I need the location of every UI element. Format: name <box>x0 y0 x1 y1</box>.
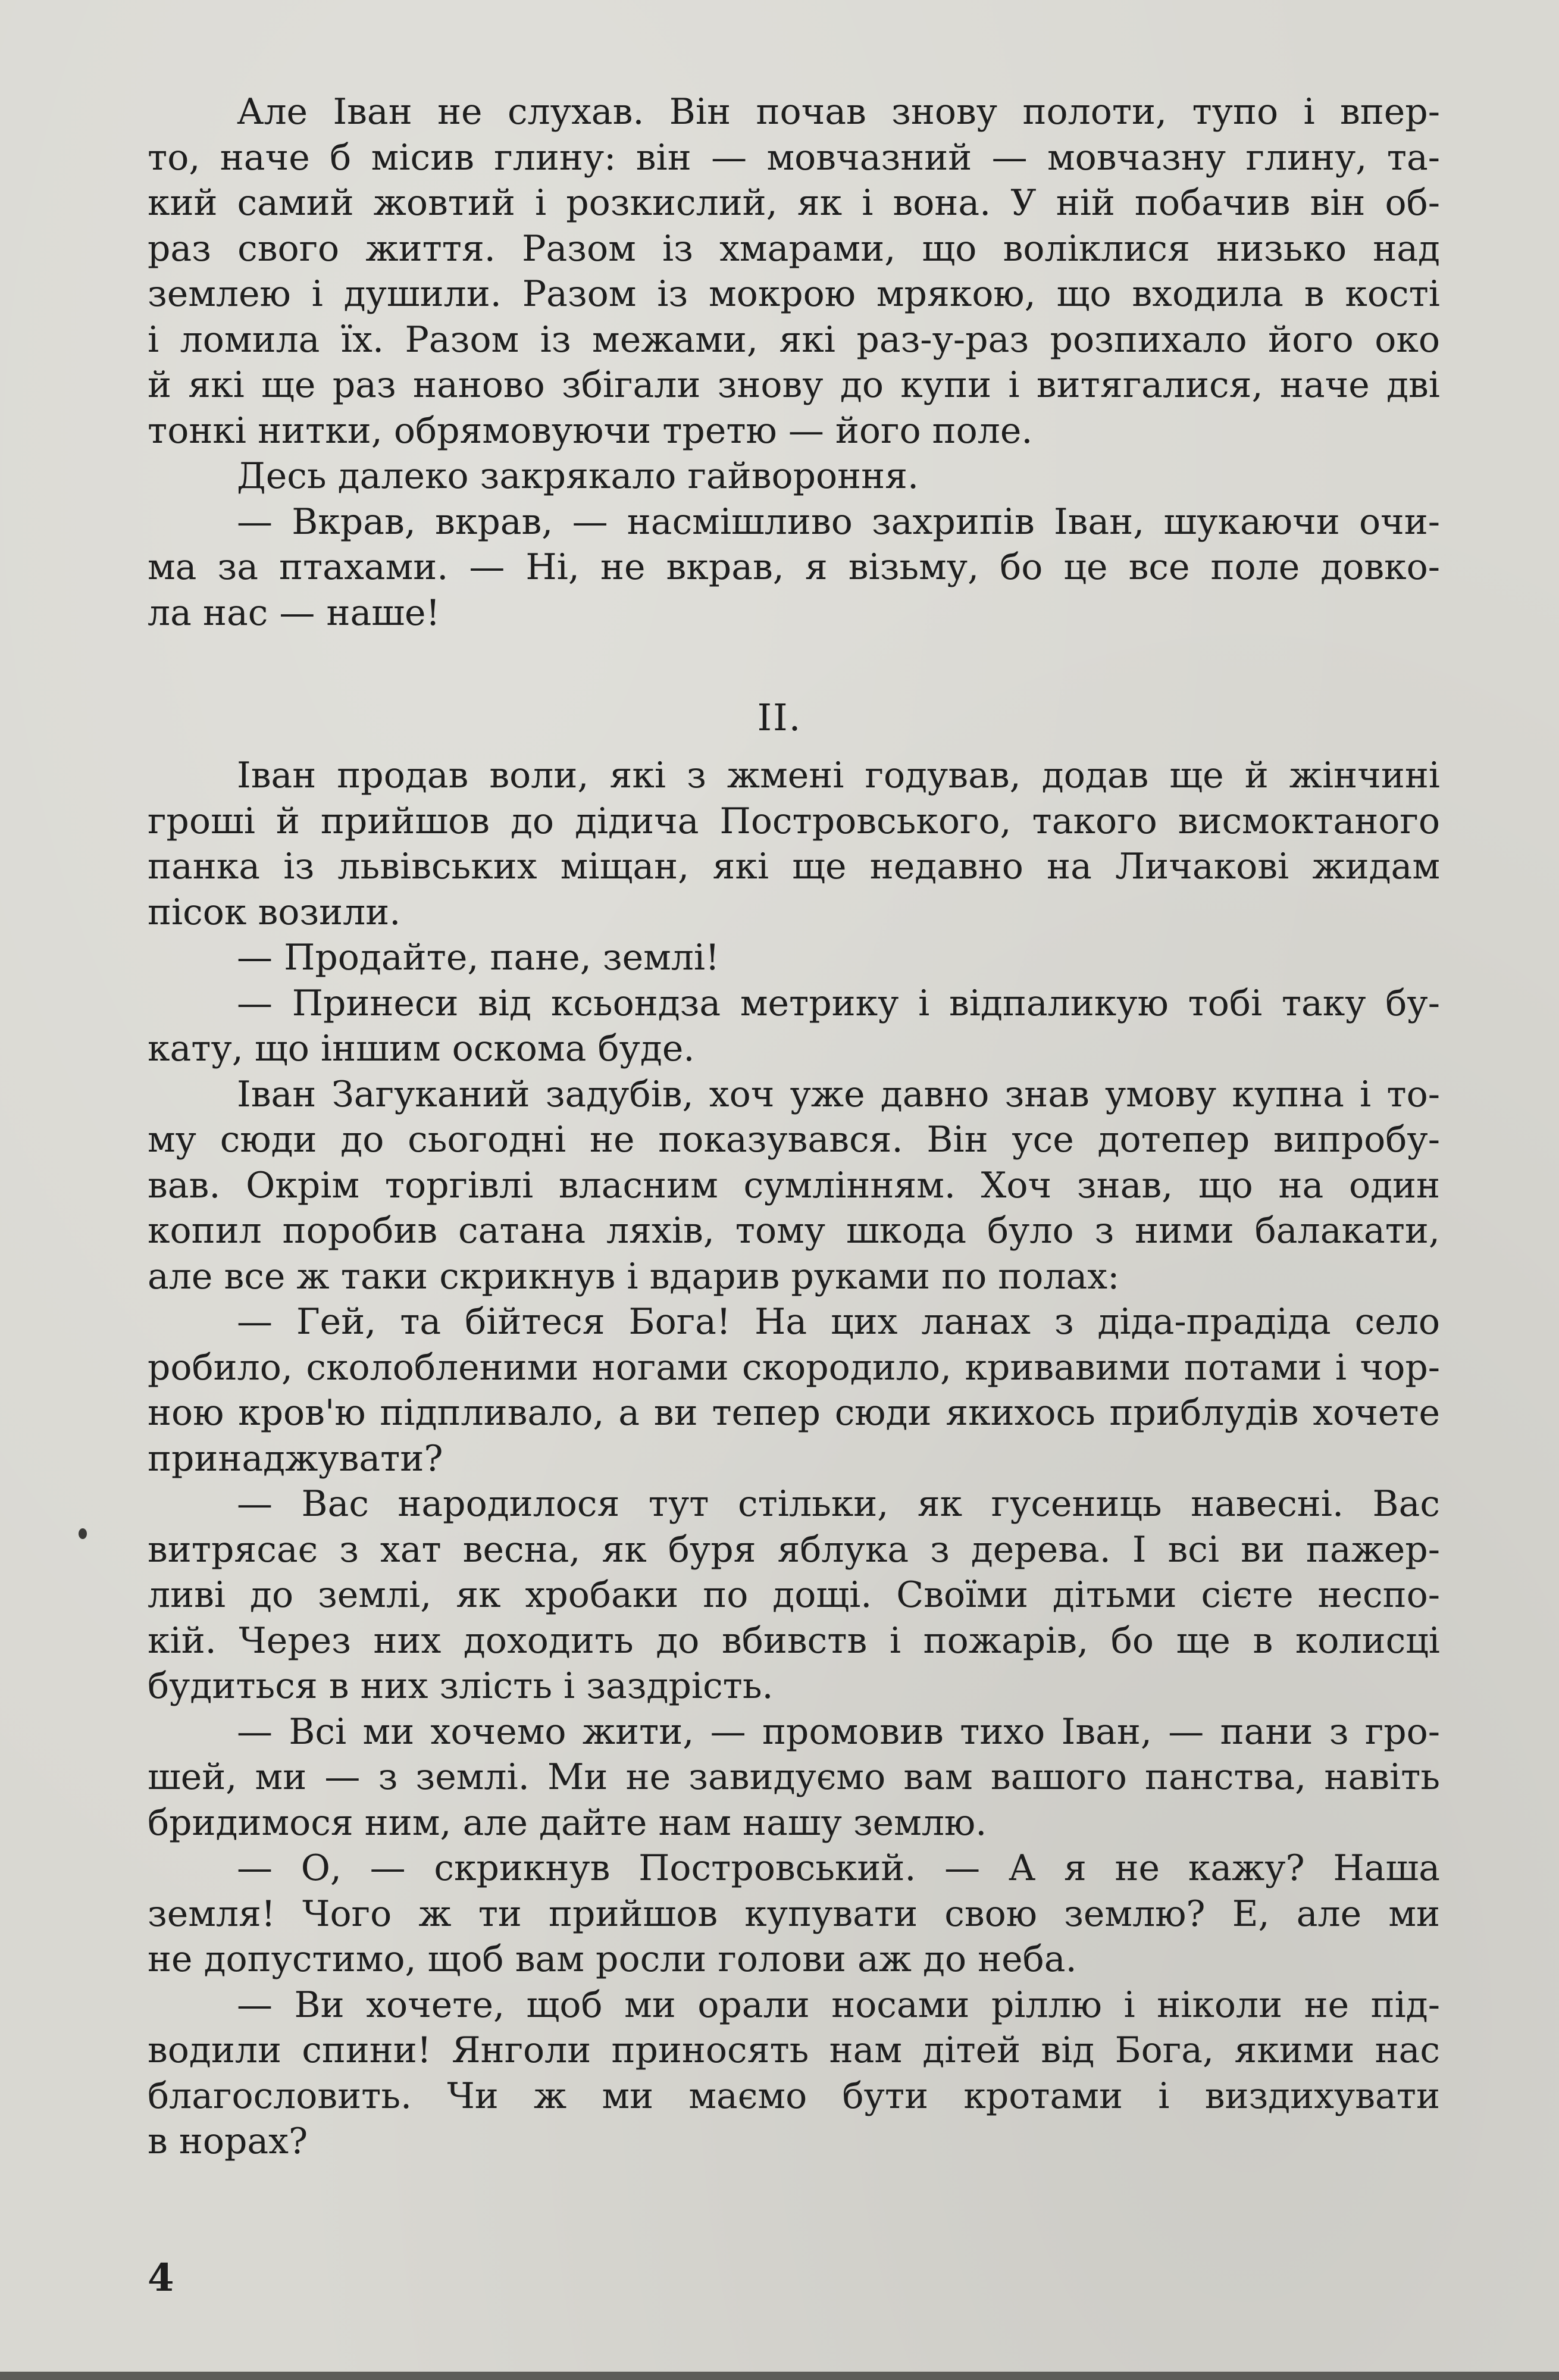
text-line: витрясає з хат весна, як буря яблука з дерева. І всі ви пажер- <box>148 1528 1440 1571</box>
text-line: Іван продав воли, які з жмені годував, додав ще й жінчині <box>237 755 1440 796</box>
section-heading: II. <box>757 696 802 739</box>
text-line: му сюди до сьогодні не показувався. Він усе дотепер випробу- <box>148 1119 1440 1161</box>
text-line: ною кров'ю підпливало, а ви тепер сюди якихось приблудів хочете <box>148 1392 1440 1434</box>
text-line: земля! Чого ж ти прийшов купувати свою землю? Е, але ми <box>148 1893 1440 1935</box>
text-line: й які ще раз наново збігали знову до купи і витягалися, наче дві <box>148 364 1440 406</box>
text-line: — Принеси від ксьондза метрику і відпаликую тобі таку бу- <box>237 982 1440 1024</box>
text-line: робило, сколобленими ногами скородило, кривавими потами і чор- <box>148 1346 1440 1388</box>
text-line: бридимося ним, але дайте нам нашу землю. <box>148 1802 987 1844</box>
text-line: — Вас народилося тут стільки, як гусениць навесні. Вас <box>237 1483 1440 1525</box>
text-line: раз свого життя. Разом із хмарами, що волiклися низько над <box>148 227 1440 270</box>
text-line: благословить. Чи ж ми маємо бути кротами і виздихувати <box>148 2075 1440 2117</box>
text-line: кий самий жовтий і розкислий, як і вона. У ній побачив він об- <box>148 182 1440 224</box>
text-line: тонкі нитки, обрямовуючи третю — його поле. <box>148 409 1033 452</box>
text-block-2 <box>148 753 1440 2165</box>
text-line: гроші й прийшов до дідича Постровського, такого висмоктаного <box>148 800 1440 842</box>
text-line: ма за птахами. — Ні, не вкрав, я візьму, бо це все поле довко- <box>148 546 1440 588</box>
text-line: — Гей, та бійтеся Бога! На цих ланах з діда-прадіда село <box>237 1301 1440 1343</box>
text-line: кату, що іншим оскома буде. <box>148 1028 695 1069</box>
text-block-1 <box>148 89 1440 636</box>
text-line: в норах? <box>148 2121 308 2162</box>
text-line: — О, — скрикнув Постровський. — А я не кажу? Наша <box>237 1847 1440 1889</box>
text-line: Іван Загуканий задубів, хоч уже давно знав умову купна і то- <box>237 1073 1440 1115</box>
text-line: панка із львівських міщан, які ще недавно на Личакові жидам <box>148 846 1440 887</box>
text-line: і ломила їх. Разом із межами, які раз-у-раз розпихало його око <box>148 318 1440 361</box>
text-line: кій. Через них доходить до вбивств і пожарів, бо ще в колисці <box>148 1619 1440 1662</box>
text-line: то, наче б місив глину: він — мовчазний — мовчазну глину, та- <box>148 136 1440 179</box>
text-line: — Ви хочете, щоб ми орали носами ріллю і ніколи не під- <box>237 1984 1440 2026</box>
text-line: Десь далеко закрякало гайвороння. <box>237 455 919 497</box>
text-line: вав. Окрім торгівлі власним сумлінням. Хоч знав, що на один <box>148 1164 1440 1206</box>
text-line: землею і душили. Разом із мокрою мрякою, що входила в кості <box>148 273 1440 315</box>
text-line: принаджувати? <box>148 1437 443 1480</box>
text-line: Але Іван не слухав. Він почав знову полоти, тупо і впер- <box>237 91 1440 133</box>
text-line: — Вкрав, вкрав, — насмішливо захрипів Іван, шукаючи очи- <box>237 501 1440 543</box>
text-line: — Продайте, пане, землі! <box>237 937 720 978</box>
text-line: будиться в них злість і заздрість. <box>148 1665 774 1707</box>
text-line: — Всі ми хочемо жити, — промовив тихо Іван, — пани з гро- <box>237 1710 1440 1753</box>
text-line: водили спини! Янголи приносять нам дітей від Бога, якими нас <box>148 2029 1440 2071</box>
page-bottom-edge <box>0 2372 1559 2380</box>
page-number: 4 <box>148 2256 174 2300</box>
text-line: не допустимо, щоб вам росли голови аж до неба. <box>148 1938 1077 1980</box>
text-line: ла нас — наше! <box>148 592 440 634</box>
text-line: пісок возили. <box>148 891 401 933</box>
ink-speck <box>79 1528 87 1539</box>
text-line: ливі до землі, як хробаки по дощі. Своїми дітьми сієте неспо- <box>148 1574 1440 1616</box>
text-line: але все ж таки скрикнув і вдарив руками по полах: <box>148 1255 1120 1297</box>
text-line: шей, ми — з землі. Ми не завидуємо вам вашого панства, навіть <box>148 1756 1440 1798</box>
text-line: копил поробив сатана ляхів, тому шкода було з ними балакати, <box>148 1210 1440 1252</box>
